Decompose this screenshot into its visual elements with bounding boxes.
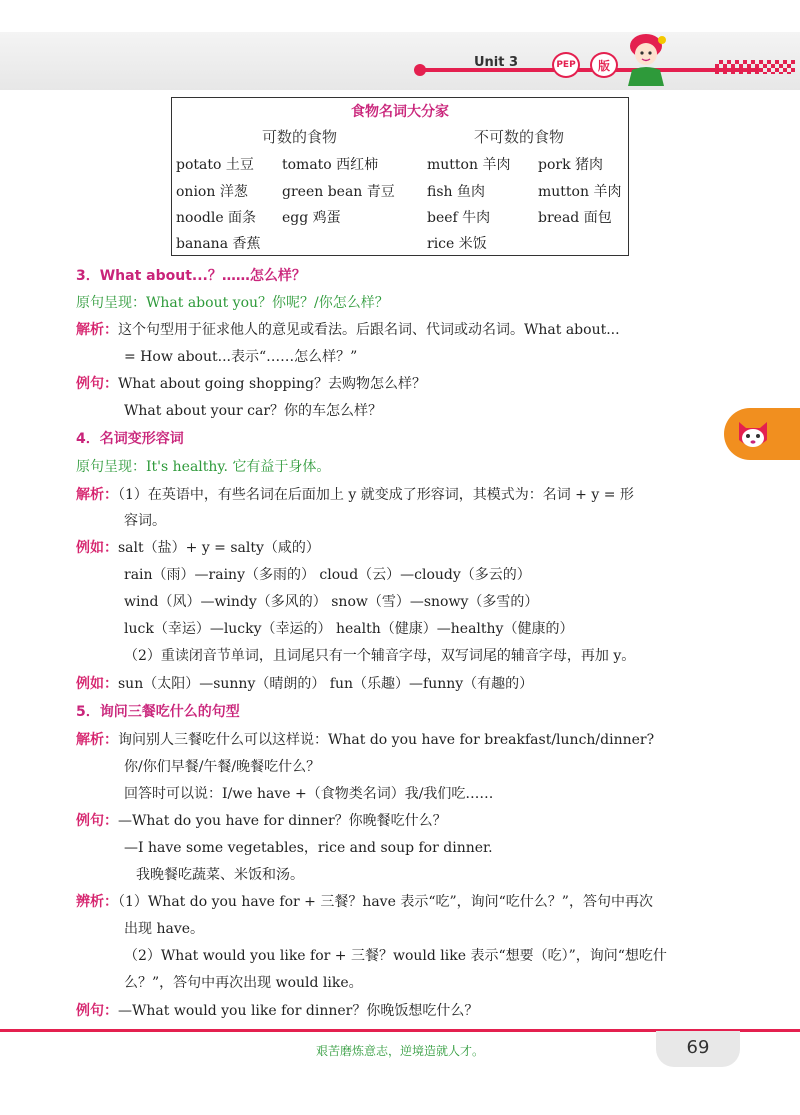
example-text-cont: rain（雨）—rainy（多雨的） cloud（云）—cloudy（多云的） — [124, 567, 531, 583]
table-cell: noodle 面条 — [176, 210, 257, 226]
analysis-text: 询问别人三餐吃什么可以这样说：What do you have for breakfast/lunch/dinner? — [118, 732, 655, 748]
section-4-analysis — [76, 484, 634, 504]
section-5-example-2 — [76, 1000, 478, 1020]
original-text: It's healthy. 它有益于身体。 — [146, 459, 331, 475]
analysis-label: 解析： — [76, 322, 118, 338]
section-5-example — [76, 810, 447, 830]
section-4-example — [76, 537, 320, 557]
section-3-example — [76, 373, 426, 393]
discrimination-text: （1）What do you have for + 三餐？have 表示“吃”，询问“吃什么？”，答句中再次 — [118, 894, 653, 910]
header-band — [0, 32, 800, 90]
example-text: —What would you like for dinner？你晚饭想吃什么？ — [118, 1003, 479, 1019]
uncountable-header: 不可数的食物 — [474, 128, 565, 146]
analysis-label: 解析： — [76, 487, 118, 503]
section-5-analysis — [76, 729, 654, 749]
table-cell: pork 猪肉 — [538, 157, 604, 173]
discrimination-text-cont: 出现 have。 — [124, 921, 205, 937]
analysis-text-cont: （2）重读闭音节单词，且词尾只有一个辅音字母，双写词尾的辅音字母，再加 y。 — [124, 648, 636, 664]
example-text-cont: —I have some vegetables，rice and soup for dinner. — [124, 840, 493, 856]
table-cell: fish 鱼肉 — [427, 184, 485, 200]
analysis-text-cont: 容词。 — [124, 513, 166, 529]
fox-face-icon — [734, 414, 772, 452]
example-text-cont: What about your car？你的车怎么样？ — [124, 403, 383, 419]
example-text: salt（盐）+ y = salty（咸的） — [118, 540, 320, 556]
table-cell: rice 米饭 — [427, 236, 487, 252]
section-4-example-2 — [76, 673, 533, 693]
mascot-icon — [618, 28, 674, 88]
original-label: 原句呈现： — [76, 459, 146, 475]
section-3-analysis — [76, 319, 620, 339]
discrimination-text-cont: （2）What would you like for + 三餐？would like 表示“想要（吃）”，询问“想吃什 — [124, 948, 667, 964]
table-cell: tomato 西红柿 — [282, 157, 379, 173]
table-cell: potato 土豆 — [176, 157, 254, 173]
section-5-discrimination — [76, 891, 653, 911]
edition-badge: 版 — [590, 52, 618, 78]
table-cell: bread 面包 — [538, 210, 612, 226]
checker-decoration — [715, 60, 795, 74]
table-cell: banana 香蕉 — [176, 236, 261, 252]
analysis-text: 这个句型用于征求他人的意见或看法。后跟名词、代词或动名词。What about... — [118, 322, 620, 338]
example-text: What about going shopping？去购物怎么样？ — [118, 376, 426, 392]
original-label: 原句呈现： — [76, 295, 146, 311]
table-cell: mutton 羊肉 — [427, 157, 511, 173]
analysis-text-cont: 你/你们早餐/午餐/晚餐吃什么？ — [124, 759, 321, 775]
original-text: What about you？你呢？/你怎么样？ — [146, 295, 389, 311]
discrimination-label: 辨析： — [76, 894, 118, 910]
table-cell: mutton 羊肉 — [538, 184, 622, 200]
table-cell: green bean 青豆 — [282, 184, 395, 200]
example-text-cont: luck（幸运）—lucky（幸运的） health（健康）—healthy（健康的） — [124, 621, 574, 637]
discrimination-text-cont: 么？”，答句中再次出现 would like。 — [124, 975, 363, 991]
example-text: —What do you have for dinner？你晚餐吃什么？ — [118, 813, 447, 829]
analysis-label: 解析： — [76, 732, 118, 748]
unit-label: Unit 3 — [474, 55, 519, 70]
analysis-text-cont: 回答时可以说：I/we have +（食物类名词）我/我们吃…… — [124, 786, 494, 802]
section-5-title: 5．询问三餐吃什么的句型 — [76, 704, 240, 720]
pep-badge: PEP — [552, 52, 580, 78]
page-number: 69 — [686, 1037, 710, 1058]
section-3-original — [76, 292, 389, 312]
footer-motto: 艰苦磨炼意志，逆境造就人才。 — [315, 1044, 484, 1058]
section-4-original — [76, 456, 330, 476]
example-label: 例如： — [76, 540, 118, 556]
section-3-title: 3．What about...？……怎么样？ — [76, 268, 306, 284]
table-title: 食物名词大分家 — [351, 104, 449, 120]
section-4-title: 4．名词变形容词 — [76, 431, 184, 447]
example-text-cont: wind（风）—windy（多风的） snow（雪）—snowy（多雪的） — [124, 594, 539, 610]
example-label: 例句： — [76, 1003, 118, 1019]
example-label: 例句： — [76, 813, 118, 829]
table-cell: onion 洋葱 — [176, 184, 248, 200]
analysis-text: （1）在英语中，有些名词在后面加上 y 就变成了形容词，其模式为：名词 + y = 形 — [118, 487, 634, 503]
countable-header: 可数的食物 — [262, 128, 338, 146]
example-label: 例如： — [76, 676, 118, 692]
analysis-text-cont: = How about...表示“……怎么样？” — [124, 349, 358, 365]
example-label: 例句： — [76, 376, 118, 392]
example-text-cont: 我晚餐吃蔬菜、米饭和汤。 — [136, 867, 304, 883]
food-noun-table — [171, 97, 629, 256]
table-cell: egg 鸡蛋 — [282, 210, 341, 226]
table-cell: beef 牛肉 — [427, 210, 491, 226]
example-text: sun（太阳）—sunny（晴朗的） fun（乐趣）—funny（有趣的） — [118, 676, 534, 692]
